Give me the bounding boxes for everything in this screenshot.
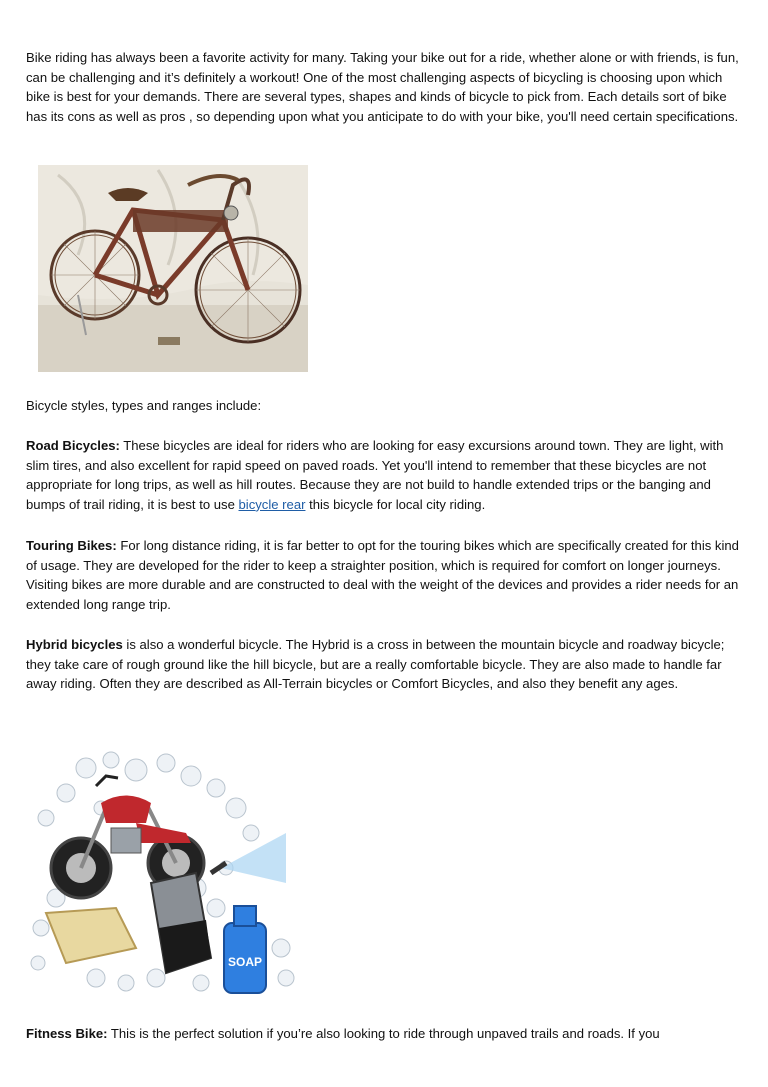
hybrid-text: is also a wonderful bicycle. The Hybrid is a cross in between the mountain bicycle and roadway bicycle; they take care of rough ground like the hill bicycle, but are a really comfortable bicycle. They are also made to handle far away riding. Often they are described as All-Terrain bicycles or Comfort Bicycles, and also they benefit any ages.: [26, 637, 725, 692]
road-heading: Road Bicycles:: [26, 438, 120, 453]
styles-intro: Bicycle styles, types and ranges include:: [26, 398, 262, 413]
hybrid-heading: Hybrid bicycles: [26, 637, 123, 652]
road-text-end: this bicycle for local city riding.: [305, 496, 486, 512]
road-text: These bicycles are ideal for riders who are looking for easy excursions around town. They are light, with slim tires, and also excellent for rapid speed on paved roads. Yet you'll intend to remember that these bicycles are not appropriate for long trips, as well as hill routes. Because they are not build to handle extended trips or the banging and bumps of trail riding, it is best to use: [26, 438, 724, 512]
hybrid-bicycles-paragraph: [26, 635, 744, 694]
touring-bikes-paragraph: [26, 536, 744, 614]
motorcycle-wash-illustration: [26, 748, 296, 994]
touring-heading: Touring Bikes:: [26, 538, 117, 553]
road-bicycles-paragraph: [26, 436, 744, 514]
soap-label: SOAP: [227, 955, 263, 969]
intro-paragraph: Bike riding has always been a favorite activity for many. Taking your bike out for a ride, whether alone or with friends, is fun, can be challenging and it’s definitely a workout! One of the most challenging aspects of bicycling is choosing upon which bike is best for your demands. There are several types, shapes and kinds of bicycle to pick from. Each details sort of bike has its cons as well as pros , so depending upon what you anticipate to do with your bike, you'll need certain specifications.: [26, 50, 739, 124]
fitness-bike-paragraph: [26, 1024, 744, 1044]
touring-text: For long distance riding, it is far better to opt for the touring bikes which are specifically created for this kind of usage. They are developed for the rider to keep a straighter position, which is required for comfort on longer journeys. Visiting bikes are more durable and are constructed to deal with the weight of the devices and provides a rider needs for an extended long range trip.: [26, 538, 739, 612]
vintage-bicycle-photo: [38, 165, 308, 372]
bicycle-rear-link[interactable]: bicycle rear: [238, 496, 306, 512]
fitness-heading: Fitness Bike:: [26, 1026, 108, 1041]
fitness-text: This is the perfect solution if you’re also looking to ride through unpaved trails and roads. If you: [107, 1026, 660, 1041]
